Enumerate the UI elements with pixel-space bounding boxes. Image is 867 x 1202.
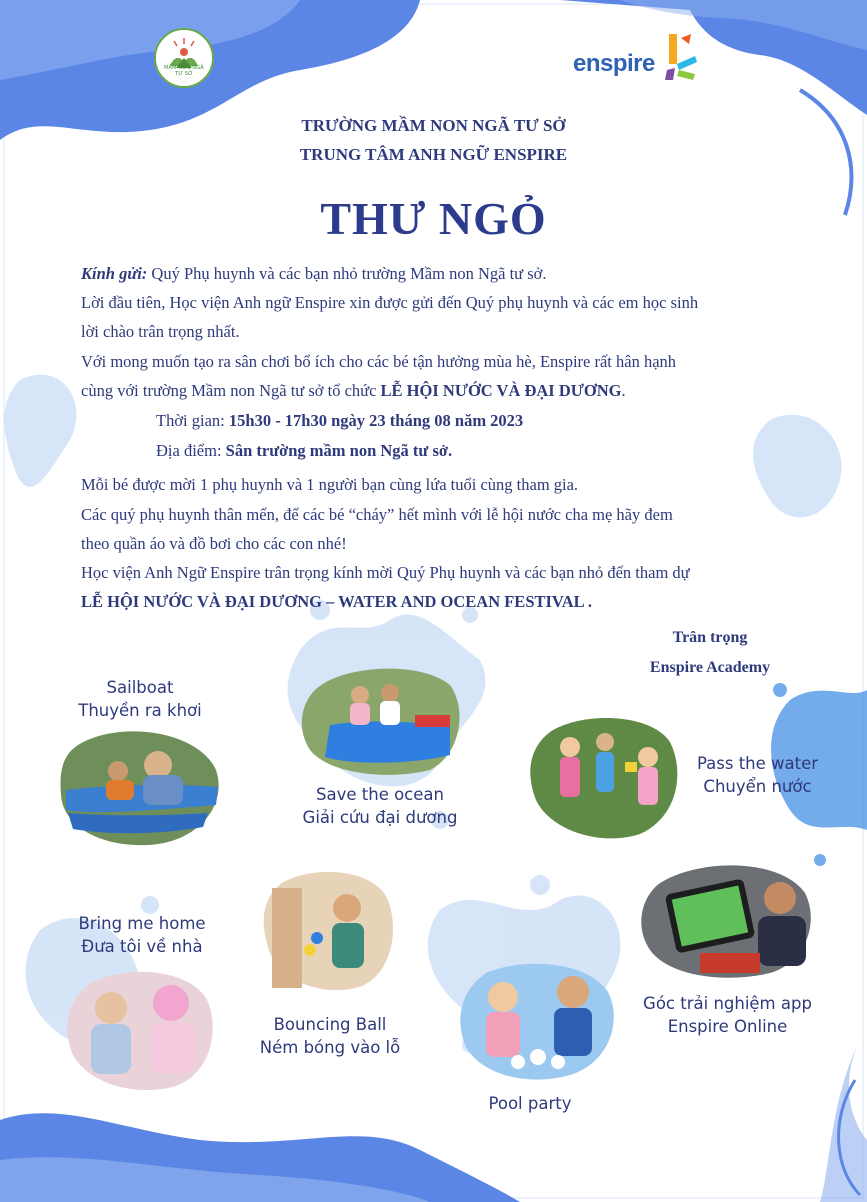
paragraph-1-line-1: Lời đầu tiên, Học viện Anh ngữ Enspire xin được gửi đến Quý phụ huynh và các em học sinh bbox=[81, 293, 699, 312]
pool-party-photo bbox=[458, 962, 618, 1082]
festival-name: LỄ HỘI NƯỚC VÀ ĐẠI DƯƠNG bbox=[380, 381, 622, 400]
activity-vi: Giải cứu đại dương bbox=[302, 808, 458, 827]
activity-vi: Đưa tôi về nhà bbox=[81, 937, 203, 956]
place-value: Sân trường mầm non Ngã tư sở. bbox=[225, 441, 453, 460]
paragraph-1-line-2: lời chào trân trọng nhất. bbox=[81, 322, 240, 341]
app-experience-photo bbox=[640, 858, 815, 978]
activity-bouncing-ball bbox=[245, 1013, 415, 1059]
activity-pass-the-water bbox=[680, 752, 835, 798]
activity-en: Sailboat bbox=[106, 678, 174, 697]
enspire-logo-text: enspire bbox=[573, 50, 655, 77]
enspire-mark-icon bbox=[661, 30, 703, 86]
time-value: 15h30 - 17h30 ngày 23 tháng 08 năm 2023 bbox=[228, 411, 524, 430]
paragraph-4-line-2: theo quần áo và đồ bơi cho các con nhé! bbox=[81, 534, 347, 553]
bouncing-ball-photo bbox=[262, 868, 394, 992]
greeting-label: Kính gửi: bbox=[81, 264, 148, 283]
time-label: Thời gian: bbox=[156, 411, 229, 430]
activity-vi: Enspire Online bbox=[667, 1017, 788, 1036]
activity-en: Bouncing Ball bbox=[273, 1015, 387, 1034]
page-title: THƯ NGỎ bbox=[320, 193, 547, 244]
event-place bbox=[156, 441, 452, 461]
place-label: Địa điểm: bbox=[156, 441, 226, 460]
school-logo-text: MẦM NON NGÃ TƯ SỞ bbox=[164, 65, 204, 77]
paragraph-2-pre: cùng với trường Mầm non Ngã tư sở tổ chức bbox=[81, 381, 381, 400]
activity-bring-me-home bbox=[62, 912, 222, 958]
pass-the-water-photo bbox=[530, 712, 680, 840]
flower-icon bbox=[156, 30, 212, 86]
event-time bbox=[156, 411, 523, 431]
sailboat-photo bbox=[58, 725, 222, 847]
paragraph-5-line-1: Học viện Anh Ngữ Enspire trân trọng kính mời Quý Phụ huynh và các bạn nhỏ đến tham dự bbox=[81, 563, 690, 582]
activity-en: Bring me home bbox=[78, 914, 206, 933]
school-name: TRƯỜNG MẦM NON NGÃ TƯ SỞ bbox=[301, 116, 566, 135]
activity-vi: Ném bóng vào lỗ bbox=[259, 1038, 401, 1057]
activity-save-the-ocean bbox=[290, 783, 470, 829]
activity-en: Góc trải nghiệm app bbox=[643, 994, 812, 1013]
paragraph-5-line-2: LỄ HỘI NƯỚC VÀ ĐẠI DƯƠNG – WATER AND OCEAN FESTIVAL . bbox=[81, 592, 592, 611]
paragraph-2-line-1: Với mong muốn tạo ra sân chơi bổ ích cho các bé tận hưởng mùa hè, Enspire rất hân hạnh bbox=[81, 352, 677, 371]
activity-en: Pass the water bbox=[696, 754, 819, 773]
activity-vi: Thuyền ra khơi bbox=[78, 701, 202, 720]
greeting-text: Quý Phụ huynh và các bạn nhỏ trường Mầm non Ngã tư sở. bbox=[147, 264, 547, 283]
school-logo bbox=[154, 28, 214, 88]
activity-app-experience bbox=[625, 992, 830, 1038]
save-the-ocean-photo bbox=[300, 665, 460, 775]
activity-vi: Chuyển nước bbox=[703, 777, 812, 796]
center-name: TRUNG TÂM ANH NGỮ ENSPIRE bbox=[299, 145, 568, 164]
paragraph-4-line-1: Các quý phụ huynh thân mến, để các bé “cháy” hết mình với lễ hội nước cha mẹ hãy đem bbox=[81, 505, 673, 524]
paragraph-2-line-2 bbox=[81, 381, 626, 401]
activity-en: Save the ocean bbox=[316, 785, 444, 804]
greeting bbox=[81, 264, 547, 284]
signature-closing: Trân trọng bbox=[672, 629, 748, 646]
activity-sailboat bbox=[60, 676, 220, 722]
activity-pool-party bbox=[460, 1092, 600, 1115]
activity-en: Pool party bbox=[488, 1094, 572, 1113]
enspire-logo bbox=[573, 30, 703, 86]
bring-me-home-photo bbox=[66, 968, 216, 1090]
signature-name: Enspire Academy bbox=[649, 659, 771, 676]
paragraph-2-post: . bbox=[621, 381, 626, 400]
paragraph-3: Mỗi bé được mời 1 phụ huynh và 1 người bạn cùng lứa tuổi cùng tham gia. bbox=[81, 475, 579, 494]
